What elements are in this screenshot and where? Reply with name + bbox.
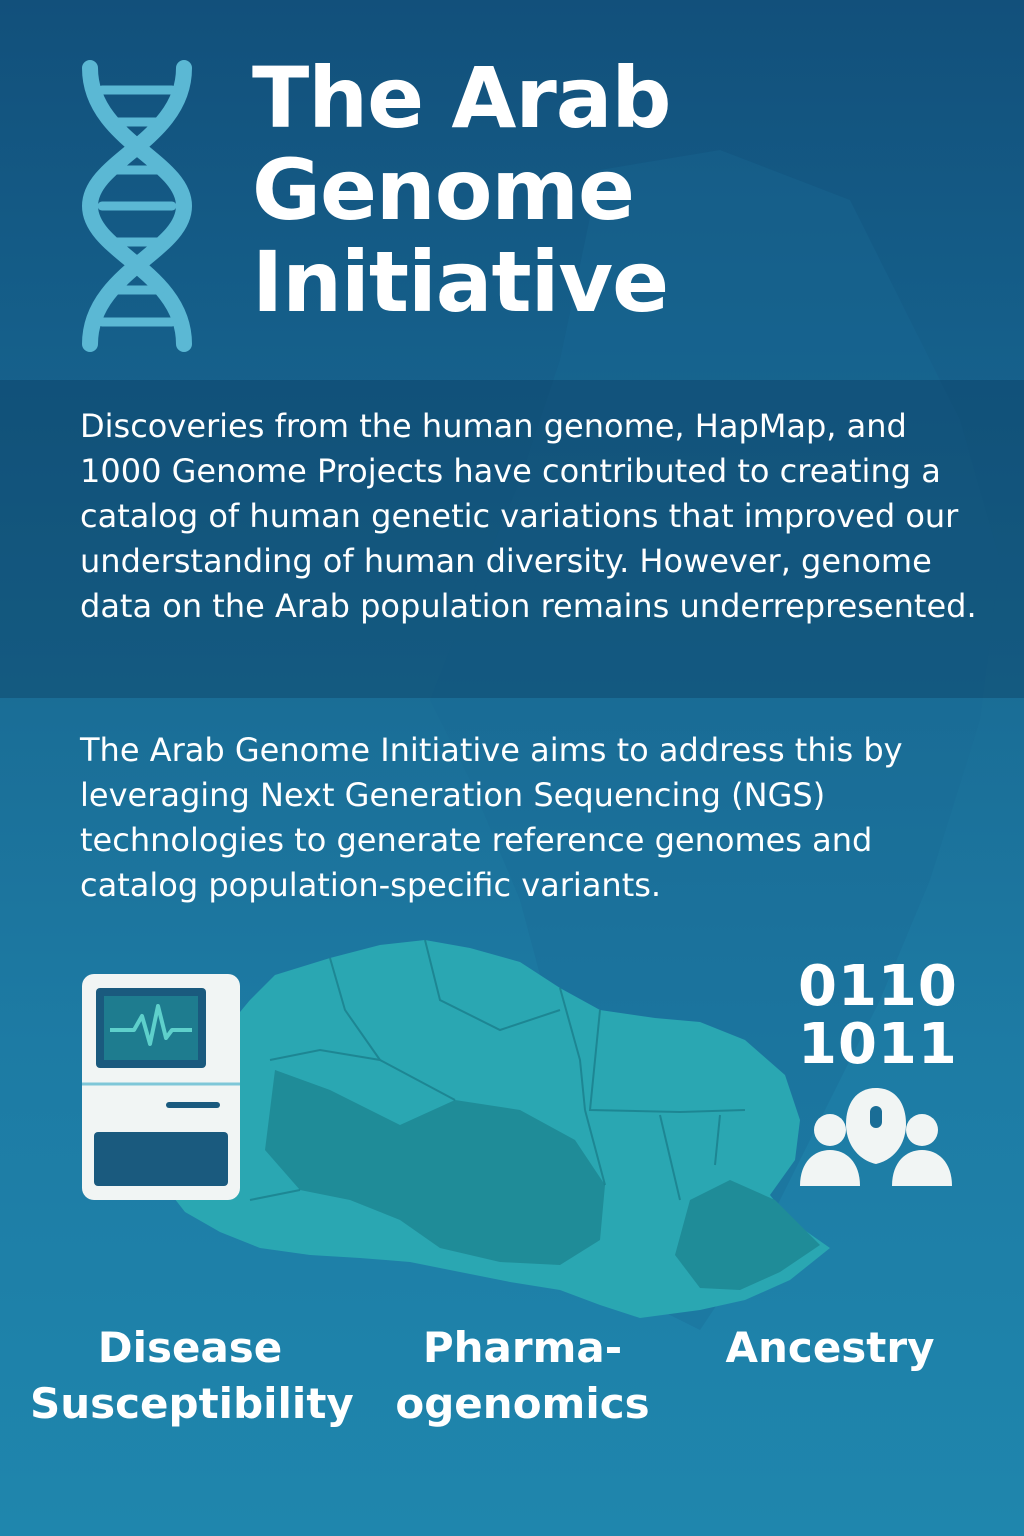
- binary-line-2: 1011: [798, 1012, 958, 1077]
- title-line-1: The Arab: [252, 49, 671, 147]
- people-group-icon: [796, 1080, 956, 1190]
- label-pharma-line-2: ogenomics: [395, 1379, 650, 1428]
- sequencer-machine-icon: [80, 972, 242, 1202]
- dna-helix-icon: [72, 60, 202, 352]
- title-line-3: Initiative: [252, 233, 669, 331]
- page-title: [252, 49, 972, 331]
- label-disease-susceptibility: [30, 1320, 354, 1432]
- label-pharma-line-1: Pharma-: [422, 1323, 623, 1372]
- binary-code: [798, 954, 958, 1077]
- label-disease-line-2: Susceptibility: [30, 1379, 354, 1428]
- label-ancestry: Ancestry: [725, 1323, 935, 1372]
- aim-paragraph: The Arab Genome Initiative aims to address this by leveraging Next Generation Sequencing (NGS) technologies to generate reference genomes and catalog population-specific variants.: [80, 731, 903, 904]
- label-pharmacogenomics: [385, 1320, 660, 1432]
- intro-paragraph: Discoveries from the human genome, HapMap, and 1000 Genome Projects have contributed to creating a catalog of human genetic variations that improved our understanding of human diversity. However, genome data on the Arab population remains underrepresented.: [80, 407, 977, 625]
- binary-line-1: 0110: [798, 954, 958, 1019]
- title-line-2: Genome: [252, 141, 634, 239]
- label-disease-line-1: Disease: [97, 1323, 283, 1372]
